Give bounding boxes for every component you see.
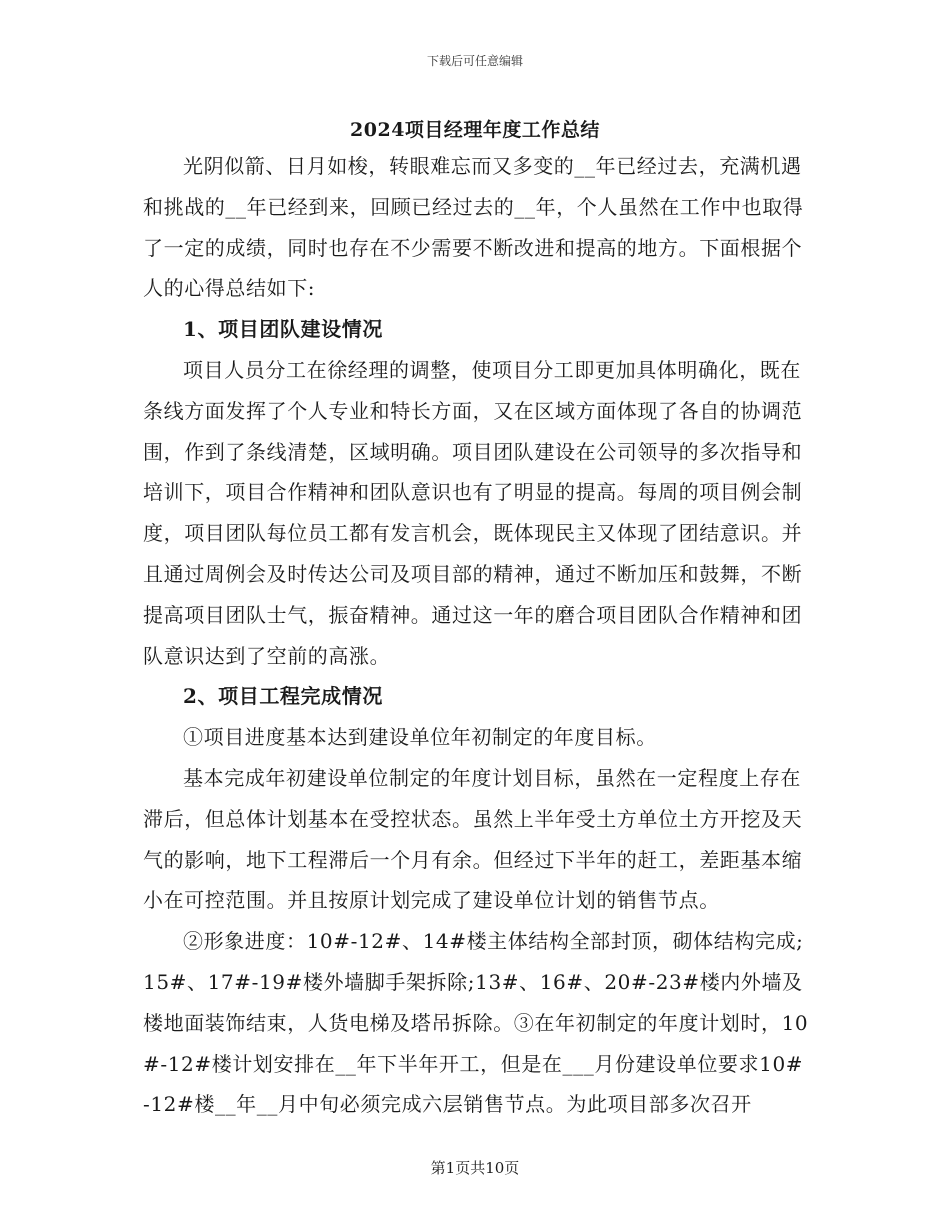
intro-paragraph: 光阴似箭、日月如梭，转眼难忘而又多变的__年已经过去，充满机遇和挑战的__年已经到来，回顾已经过去的__年，个人虽然在工作中也取得了一定的成绩，同时也存在不少需要不断改进和提高的地方。下面根据个人的心得总结如下: <box>143 154 804 301</box>
section-heading-team: 1、项目团队建设情况 <box>183 317 383 342</box>
image-progress-paragraph: ②形象进度：10#-12#、14#楼主体结构全部封顶，砌体结构完成;15#、17#-19#楼外墙脚手架拆除;13#、16#、20#-23#楼内外墙及楼地面装饰结束，人货电梯及塔吊拆除。③在年初制定的年度计划时，10#-12#楼计划安排在__年下半年开工，但是在___月份建设单位要求10#-12#楼__年__月中旬必须完成六层销售节点。为此项目部多次召开 <box>143 929 809 1117</box>
header-note: 下载后可任意编辑 <box>426 54 523 68</box>
document-title: 2024项目经理年度工作总结 <box>350 119 600 141</box>
document-body <box>143 146 809 1125</box>
page-number: 第1页共10页 <box>430 1159 520 1177</box>
progress-item-paragraph: ①项目进度基本达到建设单位年初制定的年度目标。 <box>183 725 657 750</box>
plan-paragraph: 基本完成年初建设单位制定的年度计划目标，虽然在一定程度上存在滞后，但总体计划基本在受控状态。虽然上半年受土方单位土方开挖及天气的影响，地下工程滞后一个月有余。但经过下半年的赶工，差距基本缩小在可控范围。并且按原计划完成了建设单位计划的销售节点。 <box>143 765 803 913</box>
section-heading-project: 2、项目工程完成情况 <box>183 684 383 709</box>
team-paragraph: 项目人员分工在徐经理的调整，使项目分工即更加具体明确化，既在条线方面发挥了个人专业和特长方面，又在区域方面体现了各自的协调范围，作到了条线清楚，区域明确。项目团队建设在公司领导的多次指导和培训下，项目合作精神和团队意识也有了明显的提高。每周的项目例会制度，项目团队每位员工都有发言机会，既体现民主又体现了团结意识。并且通过周例会及时传达公司及项目部的精神，通过不断加压和鼓舞，不断提高项目团队士气，振奋精神。通过这一年的磨合项目团队合作精神和团队意识达到了空前的高涨。 <box>143 357 803 668</box>
